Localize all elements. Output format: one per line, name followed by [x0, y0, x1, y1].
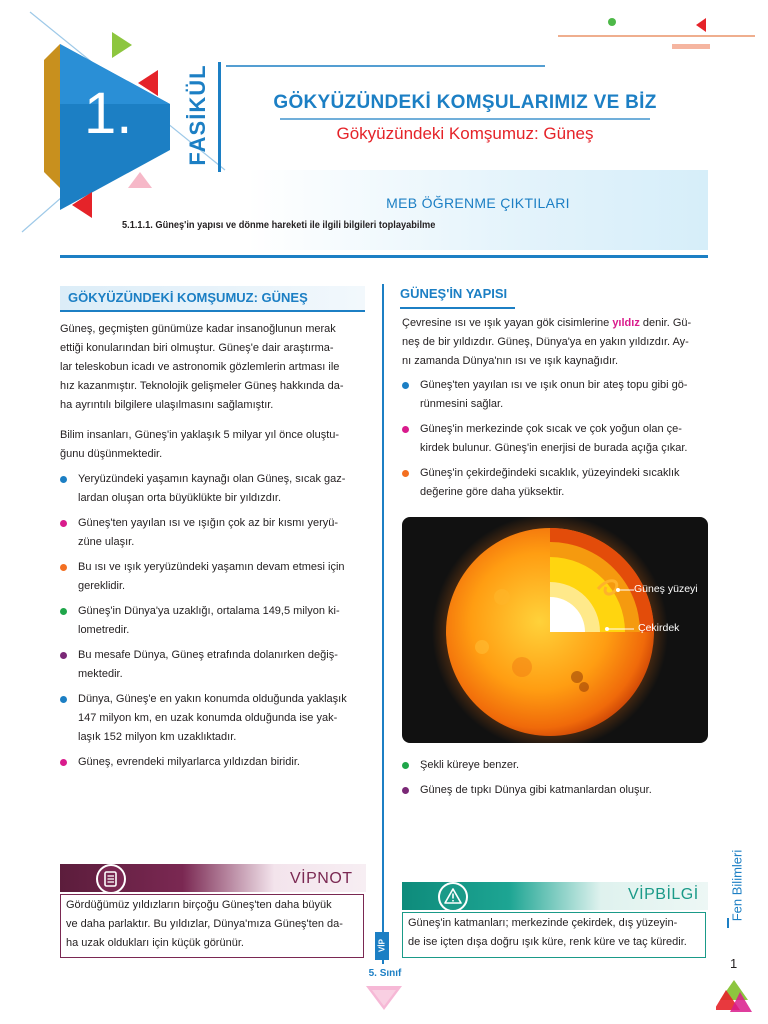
text-line: gereklidir.: [78, 580, 126, 592]
text-line: Yeryüzündeki yaşamın kaynağı olan Güneş, sıcak gaz-: [78, 473, 346, 485]
page-number: 1: [730, 956, 738, 971]
subject-label: [722, 840, 752, 960]
text-line: değerine göre daha yüksektir.: [420, 486, 565, 498]
text-line: laşık 152 milyon km uzaklıktadır.: [78, 731, 237, 743]
bullet-dot-icon: [402, 382, 409, 389]
text-line: Bilim insanları, Güneş'in yaklaşık 5 milyar yıl önce oluştu-: [60, 429, 340, 441]
right-bullet-list-2: [402, 756, 712, 806]
bullet-dot-icon: [60, 608, 67, 615]
bullet-item: [60, 690, 372, 747]
bullet-dot-icon: [60, 564, 67, 571]
text-line: ettiği konularından biri olmuştur. Güneş'e dair araştırma-: [60, 342, 334, 354]
subject-divider: [727, 918, 729, 928]
unit-number: 1.: [84, 81, 133, 146]
text-line: lometredir.: [78, 624, 130, 636]
text-line: ha uzak oldukları için küçük görünür.: [66, 937, 244, 949]
text-line: nı zamanda Dünya'nın ısı ve ışık kaynağıdır.: [402, 355, 619, 367]
text-line: lar teleskobun icadı ve astronomik gözlemlerin artması ile: [60, 361, 340, 373]
bullet-dot-icon: [60, 520, 67, 527]
text-line: mektedir.: [78, 668, 123, 680]
text-line: lardan oluşan orta büyüklükte bir yıldızdır.: [78, 492, 282, 504]
bullet-dot-icon: [402, 787, 409, 794]
keyword-star: yıldız: [612, 317, 640, 329]
bullet-item: [60, 602, 372, 640]
vipbilgi-title: VİPBİLGİ: [628, 886, 699, 903]
right-section-heading: [400, 285, 515, 309]
left-section-heading: [60, 286, 365, 312]
text-line: Gördüğümüz yıldızların birçoğu Güneş'ten daha büyük: [66, 899, 332, 911]
bullet-dot-icon: [60, 759, 67, 766]
header-divider: [60, 255, 708, 258]
vipbilgi-body: [402, 912, 706, 958]
text-line: Güneş, geçmişten günümüze kadar insanoğlunun merak: [60, 323, 336, 335]
text-line: Güneş'in katmanları; merkezinde çekirdek, dış yüzeyin-: [408, 917, 678, 929]
text-line: Şekli küreye benzer.: [420, 759, 520, 771]
text-line: ve daha parlaktır. Bu yıldızlar, Dünya'mıza Güneş'ten da-: [66, 918, 343, 930]
footer-triangle-decoration: [366, 984, 402, 1012]
unit-word-text: FASİKÜL: [185, 64, 210, 166]
vipnot-title: VİPNOT: [290, 870, 353, 887]
subject-text: Fen Bilimleri: [729, 849, 745, 922]
outcomes-item: 5.1.1.1. Güneş'in yapısı ve dönme hareketi ile ilgili bilgileri toplayabilme: [122, 219, 436, 231]
text-span: Çevresine ısı ve ışık yayan gök cisimlerine: [402, 317, 613, 329]
text-line: de ise içten dışa doğru ışık küre, renk küre ve taç küredir.: [408, 936, 687, 948]
bullet-item: [60, 646, 372, 684]
text-line: [402, 314, 712, 333]
bullet-dot-icon: [60, 652, 67, 659]
text-line: Güneş'in Dünya'ya uzaklığı, ortalama 149,5 milyon ki-: [78, 605, 340, 617]
bullet-dot-icon: [60, 476, 67, 483]
text-line: neş de bir yıldızdır. Güneş, Dünya'ya en yakın yıldızdır. Ay-: [402, 336, 689, 348]
bullet-dot-icon: [402, 762, 409, 769]
left-bullet-list: [60, 470, 372, 778]
text-line: 147 milyon km, en uzak konumda olduğunda ise yak-: [78, 712, 338, 724]
text-line: Güneş'in merkezinde çok sıcak ve çok yoğun olan çe-: [420, 423, 682, 435]
column-divider: [382, 284, 384, 964]
text-line: ğunu düşünmektedir.: [60, 448, 163, 460]
text-line: Bu mesafe Dünya, Güneş etrafında dolanırken değiş-: [78, 649, 338, 661]
bullet-item: [402, 420, 712, 458]
bullet-item: [402, 464, 712, 502]
left-paragraph-1: [60, 320, 370, 415]
page-title: GÖKYÜZÜNDEKİ KOMŞULARIMIZ VE BİZ: [273, 92, 657, 113]
text-line: kirdek bulunur. Güneş'in enerjisi de burada açığa çıkar.: [420, 442, 688, 454]
bullet-item: [60, 558, 372, 596]
vip-tag: [375, 932, 389, 960]
text-line: Bu ısı ve ışık yeryüzündeki yaşamın devam etmesi için: [78, 561, 345, 573]
sun-figure: [402, 517, 708, 743]
text-line: Güneş'ten yayılan ısı ve ışığın çok az bir kısmı yeryü-: [78, 517, 339, 529]
left-paragraph-2: [60, 426, 370, 464]
bullet-item: [402, 781, 712, 800]
page-subtitle: Gökyüzündeki Komşumuz: Güneş: [336, 124, 594, 143]
bullet-item: [402, 376, 712, 414]
warning-icon: [437, 881, 469, 913]
corner-triangle-decoration: [716, 978, 752, 1014]
text-line: rünmesini sağlar.: [420, 398, 504, 410]
bullet-item: [60, 514, 372, 552]
bullet-item: [60, 470, 372, 508]
bullet-item: [60, 753, 372, 772]
text-line: Dünya, Güneş'e en yakın konumda olduğunda yaklaşık: [78, 693, 347, 705]
grade-label: 5. Sınıf: [368, 968, 402, 979]
left-section-heading-text: GÖKYÜZÜNDEKİ KOMŞUMUZ: GÜNEŞ: [68, 290, 308, 305]
bullet-item: [402, 756, 712, 775]
bullet-dot-icon: [60, 696, 67, 703]
bullet-dot-icon: [402, 426, 409, 433]
text-line: Güneş'in çekirdeğindeki sıcaklık, yüzeyindeki sıcaklık: [420, 467, 680, 479]
right-bullet-list: [402, 376, 712, 508]
text-span: denir. Gü-: [639, 317, 692, 329]
text-line: Güneş'ten yayılan ısı ve ışık onun bir ateş topu gibi gö-: [420, 379, 688, 391]
text-line: hız kazanmıştır. Teknolojik gelişmeler Güneş hakkında da-: [60, 380, 344, 392]
text-line: züne ulaşır.: [78, 536, 135, 548]
bullet-dot-icon: [402, 470, 409, 477]
label-core: Çekirdek: [638, 622, 680, 634]
label-sun-surface: Güneş yüzeyi: [634, 583, 698, 595]
vip-tag-text: VİP: [377, 939, 387, 952]
text-line: Güneş, evrendeki milyarlarca yıldızdan biridir.: [78, 756, 300, 768]
notebook-icon: [95, 863, 127, 895]
unit-word: [178, 62, 218, 172]
text-line: Güneş de tıpkı Dünya gibi katmanlardan oluşur.: [420, 784, 652, 796]
text-line: ha ayrıntılı bilgilere ulaşılmasını sağlamıştır.: [60, 399, 274, 411]
right-intro: [402, 314, 712, 371]
outcomes-title: MEB ÖĞRENME ÇIKTILARI: [386, 195, 570, 211]
vipnot-body: [60, 894, 364, 958]
right-section-heading-text: GÜNEŞ'İN YAPISI: [400, 286, 508, 301]
